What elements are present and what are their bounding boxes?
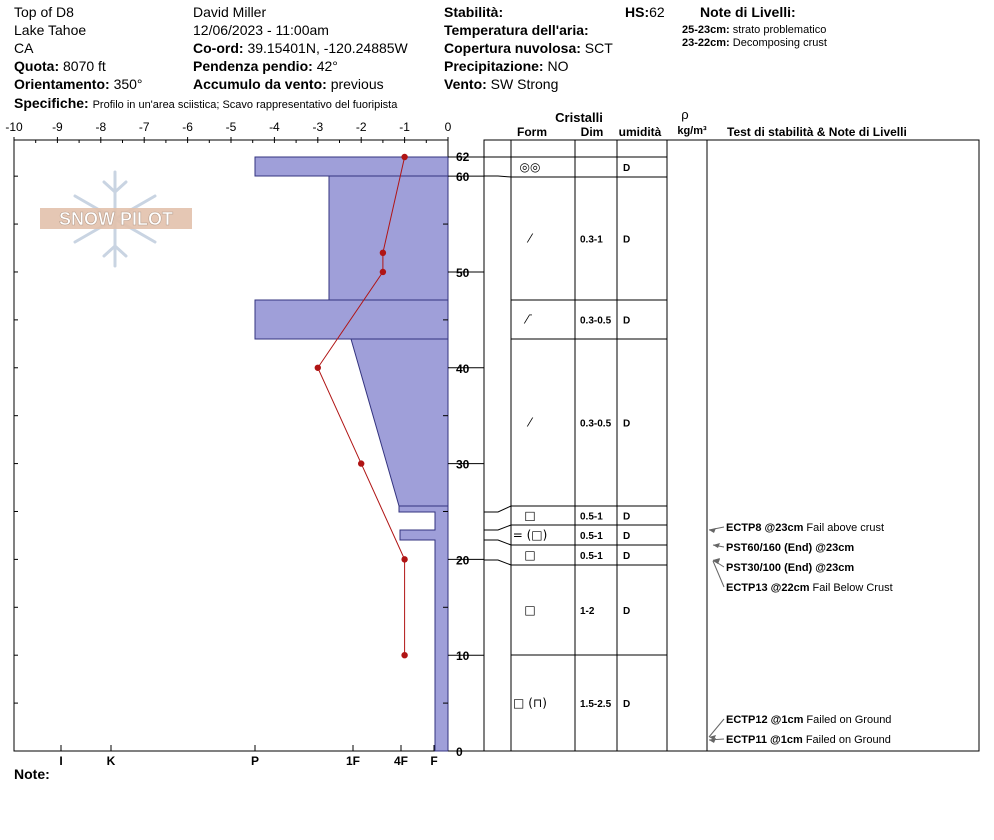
slope-label: Pendenza pendio: [193, 58, 313, 74]
grain-size: 0.5-1 [580, 511, 603, 523]
temperature-point [401, 154, 407, 160]
stability-test [726, 714, 891, 726]
grain-size: 0.5-1 [580, 531, 603, 542]
grain-form: □ [524, 548, 536, 562]
test-pointer [713, 561, 724, 587]
observation-datetime: 12/06/2023 - 11:00am [193, 22, 329, 38]
moisture-value: D [623, 606, 631, 617]
moisture-value: D [623, 531, 631, 542]
rho-header: ρ [681, 107, 689, 122]
test-note: Fail Below Crust [809, 582, 893, 594]
layer-table-frame [484, 140, 979, 751]
x-tick-label: -10 [5, 120, 23, 134]
x-tick-label: -3 [312, 120, 324, 134]
layer-connector [484, 525, 511, 530]
hs-label: HS: [625, 4, 650, 20]
y-tick-label: 0 [456, 745, 463, 759]
temperature-point [315, 365, 321, 371]
slope-value: 42° [316, 58, 338, 74]
x-tick-label: -9 [52, 120, 63, 134]
layer-note-text: Decomposing crust [732, 37, 827, 49]
test-code: PST30/100 (End) @23cm [726, 562, 855, 574]
watermark-text: SNOW PILOT [59, 209, 173, 229]
state-name: CA [14, 40, 34, 56]
precip-value: NO [547, 58, 569, 74]
grain-form: □ [524, 603, 536, 617]
coord-label: Co-ord: [193, 40, 244, 56]
test-note: Failed on Ground [802, 734, 891, 746]
grain-form: ⁄˙ [525, 312, 535, 327]
elevation-label: Quota: [14, 58, 60, 74]
hardness-profile [255, 157, 448, 751]
stability-label: Stabilità: [444, 4, 504, 20]
x-tick-label: -6 [182, 120, 193, 134]
moisture-value: D [623, 163, 631, 174]
stability-test [726, 562, 854, 574]
x-tick-label: -5 [225, 120, 237, 134]
area-name: Lake Tahoe [14, 22, 87, 38]
test-note: Failed on Ground [803, 714, 892, 726]
temperature-point [358, 460, 364, 466]
test-code: ECTP11 @1cm [726, 734, 803, 746]
hardness-tick-label: P [250, 754, 260, 768]
test-code: ECTP13 @22cm [726, 582, 810, 594]
layer-connector [484, 506, 511, 512]
hardness-tick-label: I [59, 754, 63, 768]
wind-value: SW Strong [490, 76, 559, 92]
x-tick-label: -1 [399, 120, 410, 134]
density-unit-header: kg/m³ [677, 125, 707, 137]
specifics-label: Specifiche: [14, 95, 89, 111]
grain-form: ◎◎ [519, 160, 541, 174]
grain-form: ⁄ [528, 415, 532, 430]
test-note: Fail above crust [803, 522, 885, 534]
y-tick-label: 30 [456, 457, 470, 472]
sky-value: SCT [584, 40, 613, 56]
note-label: Note: [14, 766, 50, 782]
layer-notes-title-text: Note di Livelli: [700, 4, 796, 20]
test-code: ECTP12 @1cm [726, 714, 804, 726]
aspect-label: Orientamento: [14, 76, 110, 92]
layer-connector [484, 560, 511, 565]
specifics-value: Profilo in un'area sciistica; Scavo rappresentativo del fuoripista [92, 99, 398, 111]
stability-test [726, 582, 893, 594]
grain-form: = (□) [512, 528, 548, 542]
wind-loading-value: previous [330, 76, 384, 92]
y-tick-label: 62 [456, 150, 470, 164]
layer-connector [484, 176, 511, 177]
hardness-tick-label: 1F [345, 754, 361, 768]
test-arrowhead [713, 543, 720, 548]
y-tick-label: 40 [456, 361, 470, 376]
grain-size: 0.5-1 [580, 551, 603, 562]
y-tick-label: 50 [456, 265, 470, 280]
test-code: ECTP8 @23cm [726, 522, 804, 534]
location-name: Top of D8 [14, 4, 74, 20]
observer-name: David Miller [193, 4, 267, 20]
aspect-value: 350° [113, 76, 143, 92]
hardness-tick-label: K [106, 754, 116, 768]
moisture-header: umidità [618, 125, 662, 139]
grain-size: 0.3-0.5 [580, 418, 612, 430]
grain-size: 0.3-1 [580, 234, 603, 246]
test-arrowhead [709, 528, 716, 533]
moisture-value: D [623, 234, 631, 246]
crystals-header: Cristalli [555, 110, 603, 125]
sky-label: Copertura nuvolosa: [444, 40, 581, 56]
column-dividers [511, 140, 707, 751]
layer-note-range: 23-22cm: [682, 37, 730, 49]
y-tick-label: 10 [456, 649, 470, 664]
x-tick-label: -4 [269, 120, 280, 134]
moisture-value: D [623, 699, 631, 710]
layer-note-text: strato problematico [732, 24, 827, 36]
wind-label: Vento: [444, 76, 487, 92]
grain-size: 1-2 [580, 606, 595, 617]
layer-note-range: 25-23cm: [682, 24, 730, 36]
hardness-tick-label: F [430, 754, 438, 768]
wind-loading-label: Accumulo da vento: [193, 76, 327, 92]
temperature-point [380, 269, 386, 275]
test-pointer [709, 719, 724, 737]
y-tick-label: 60 [456, 170, 470, 185]
temperature-point [401, 652, 407, 658]
moisture-value: D [623, 418, 631, 430]
dim-header: Dim [580, 125, 604, 139]
grain-form: □ (⊓) [513, 696, 547, 710]
snowpilot-logo [40, 172, 192, 266]
stability-test [726, 734, 891, 746]
elevation-value: 8070 ft [63, 58, 106, 74]
grain-form: ⁄ [528, 231, 532, 246]
moisture-value: D [623, 551, 631, 562]
temperature-point [401, 556, 407, 562]
grain-size: 1.5-2.5 [580, 699, 612, 710]
stability-test [726, 542, 854, 554]
moisture-value: D [623, 315, 631, 327]
temperature-point [380, 250, 386, 256]
air-temp-label: Temperatura dell'aria: [444, 22, 589, 38]
form-header: Form [517, 125, 547, 139]
stability-test [726, 522, 884, 534]
precip-label: Precipitazione: [444, 58, 544, 74]
tests-header: Test di stabilità & Note di Livelli [727, 125, 907, 139]
grain-form: □ [524, 508, 536, 523]
moisture-value: D [623, 511, 631, 523]
x-tick-label: -8 [95, 120, 107, 134]
coord-value: 39.15401N, -120.24885W [247, 40, 408, 56]
hs-value: 62 [649, 4, 665, 20]
y-tick-label: 20 [456, 553, 470, 568]
x-tick-label: 0 [444, 120, 452, 134]
x-tick-label: -7 [138, 120, 150, 134]
hardness-tick-label: 4F [393, 754, 409, 768]
grain-size: 0.3-0.5 [580, 315, 612, 327]
x-tick-label: -2 [355, 120, 367, 134]
layer-connector [484, 540, 511, 545]
test-code: PST60/160 (End) @23cm [726, 542, 855, 554]
